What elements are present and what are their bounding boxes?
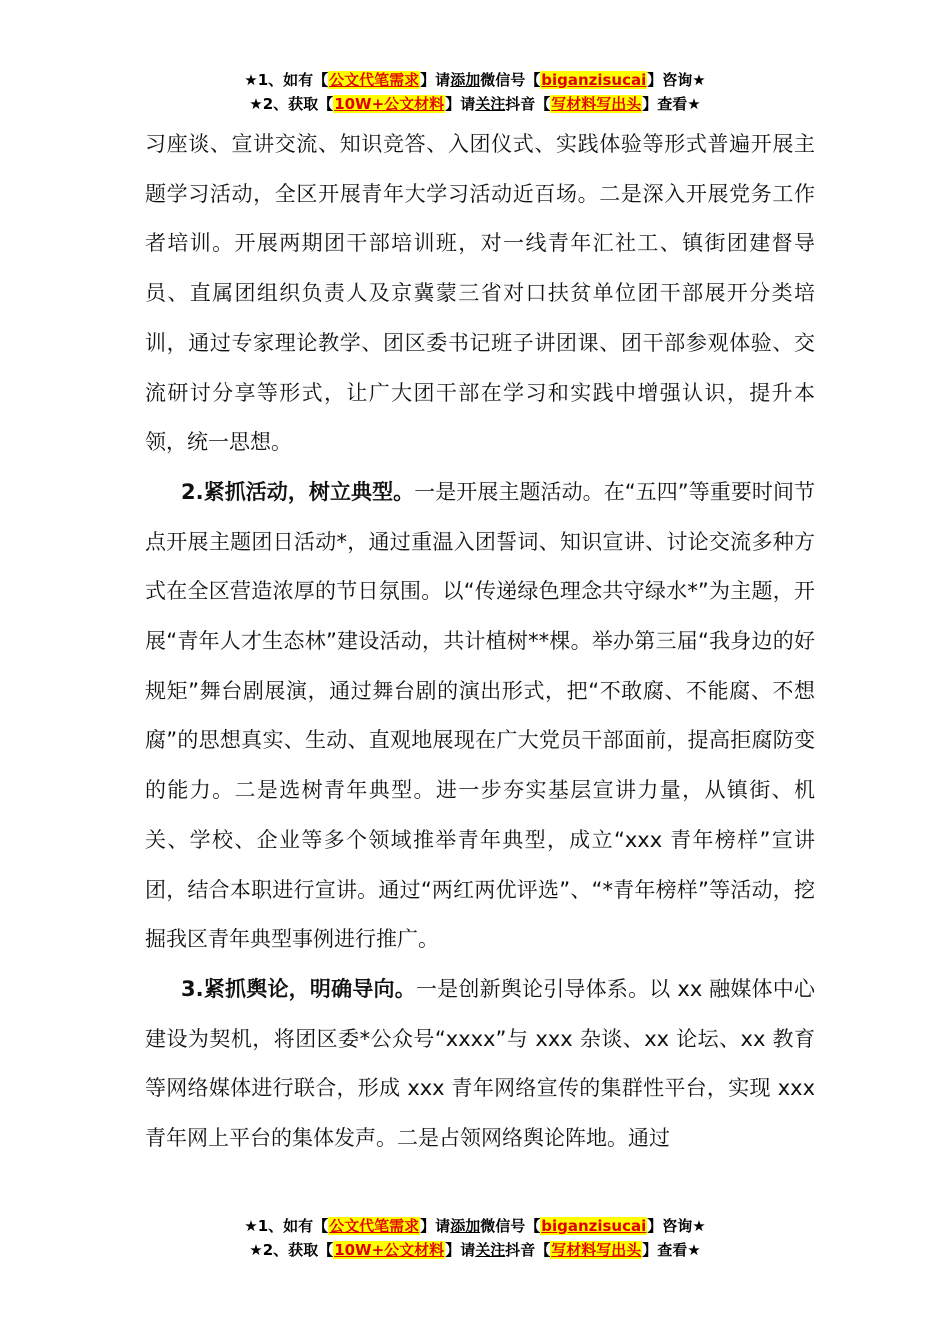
highlight-service: 公文代笔需求 [329,71,420,89]
paragraph-3-heading: 3.紧抓舆论，明确导向。 [181,976,416,1001]
paragraph-2 [145,468,815,965]
highlight-douyin-id: 写材料写出头 [551,95,642,113]
highlight-materials: 10W+公文材料 [334,95,445,113]
paragraph-3-body: 一是创新舆论引导体系。以 xx 融媒体中心建设为契机，将团区委*公众号“xxxx”与 xxx 杂谈、xx 论坛、xx 教育等网络媒体进行联合，形成 xxx 青年网络宣传的集群性平台，实现 xxx 青年网上平台的集体发声。二是占领网络舆论阵地。通过 [145,976,815,1151]
document-body [145,120,815,1164]
footer-banner [0,1214,950,1262]
highlight-service: 公文代笔需求 [329,1217,420,1235]
banner-line-1: ★1、如有【公文代笔需求】请添加微信号【biganzisucai】咨询★ [244,71,706,89]
highlight-douyin-id: 写材料写出头 [551,1241,642,1259]
highlight-wechat-id: biganzisucai [541,1217,647,1235]
header-banner [0,68,950,116]
banner-line-2: ★2、获取【10W+公文材料】请关注抖音【写材料写出头】查看★ [249,95,701,113]
paragraph-2-heading: 2.紧抓活动，树立典型。 [181,479,415,504]
paragraph-1: 习座谈、宣讲交流、知识竞答、入团仪式、实践体验等形式普遍开展主题学习活动，全区开展青年大学习活动近百场。二是深入开展党务工作者培训。开展两期团干部培训班，对一线青年汇社工、镇街团建督导员、直属团组织负责人及京冀蒙三省对口扶贫单位团干部展开分类培训，通过专家理论教学、团区委书记班子讲团课、团干部参观体验、交流研讨分享等形式，让广大团干部在学习和实践中增强认识，提升本领，统一思想。 [145,132,815,455]
paragraph-2-body: 一是开展主题活动。在“五四”等重要时间节点开展主题团日活动*，通过重温入团誓词、知识宣讲、讨论交流多种方式在全区营造浓厚的节日氛围。以“传递绿色理念共守绿水*”为主题，开展“青年人才生态林”建设活动，共计植树**棵。举办第三届“我身边的好规矩”舞台剧展演，通过舞台剧的演出形式，把“不敢腐、不能腐、不想腐”的思想真实、生动、直观地展现在广大党员干部面前，提高拒腐防变的能力。二是选树青年典型。进一步夯实基层宣讲力量，从镇街、机关、学校、企业等多个领域推举青年典型，成立“xxx 青年榜样”宣讲团，结合本职进行宣讲。通过“两红两优评选”、“*青年榜样”等活动，挖掘我区青年典型事例进行推广。 [145,479,815,952]
banner-line-1: ★1、如有【公文代笔需求】请添加微信号【biganzisucai】咨询★ [244,1217,706,1235]
highlight-materials: 10W+公文材料 [334,1241,445,1259]
highlight-wechat-id: biganzisucai [541,71,647,89]
banner-line-2: ★2、获取【10W+公文材料】请关注抖音【写材料写出头】查看★ [249,1241,701,1259]
paragraph-3 [145,965,815,1164]
